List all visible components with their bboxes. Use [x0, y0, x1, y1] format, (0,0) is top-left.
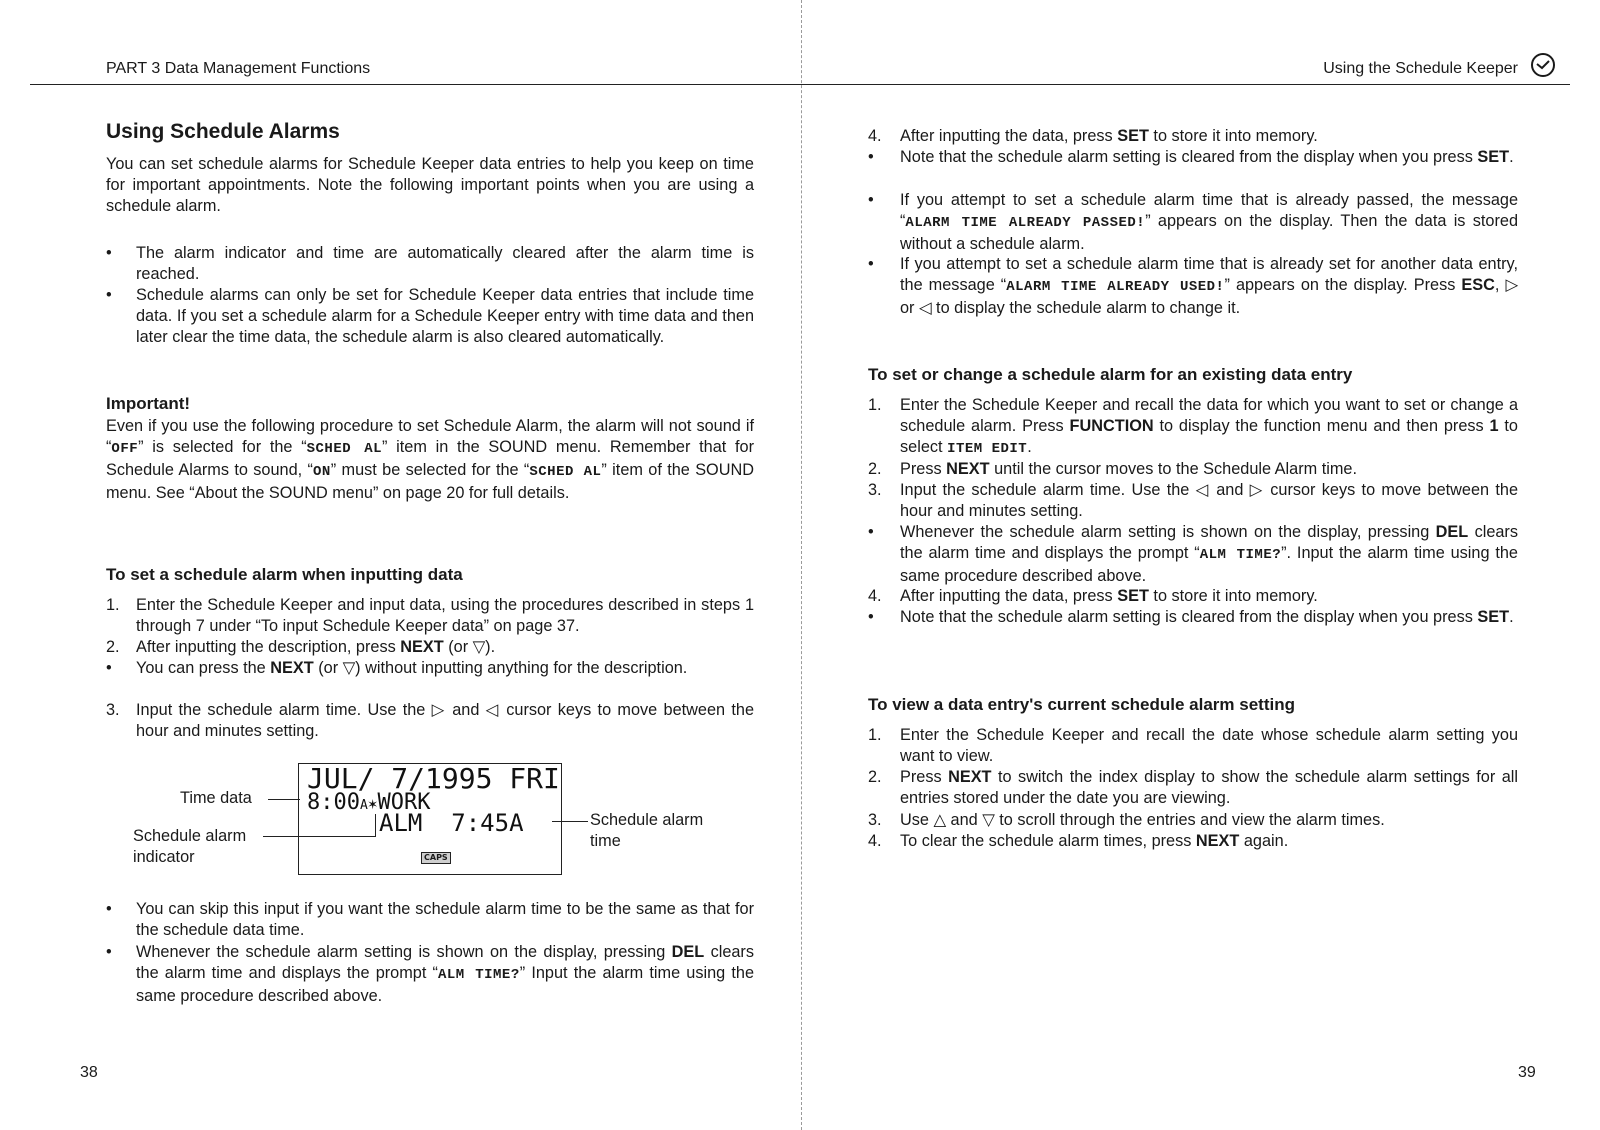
- step-item: [868, 810, 1518, 831]
- lcd-alarm-ampm: A: [509, 809, 524, 837]
- step-item: [868, 190, 1518, 253]
- step-text-part: to display the function menu and then press: [1153, 417, 1490, 435]
- step-item: [106, 658, 754, 700]
- bullet-marker: •: [106, 900, 112, 918]
- step-text-part: Whenever the schedule alarm setting is shown on the display, pressing: [900, 523, 1436, 541]
- sound-value-off: OFF: [111, 441, 139, 457]
- important-text: ” item in the SOUND menu. Remember that for Schedule Alarms to sound, “: [106, 438, 754, 479]
- step-text-part: , ▷ or ◁ to display the schedule alarm to change it.: [900, 276, 1518, 317]
- left-header-rule: [30, 84, 800, 85]
- step-text: [900, 831, 1518, 852]
- lcd-alarm-time: 7:45: [451, 809, 510, 837]
- step-text: [900, 126, 1518, 147]
- step-item: [106, 595, 754, 637]
- step-text-part: until the cursor moves to the Schedule Alarm time.: [989, 460, 1357, 478]
- callout-line: [268, 799, 300, 800]
- step-text: [900, 459, 1518, 480]
- step-number: 3.: [868, 811, 882, 829]
- list-item: [106, 285, 754, 369]
- step-text: [136, 637, 754, 658]
- callout-time-data: Time data: [180, 789, 252, 807]
- step-item: [868, 126, 1518, 147]
- bullet-marker: •: [106, 286, 112, 304]
- key-name: DEL: [1435, 523, 1469, 541]
- step-item: [868, 395, 1518, 458]
- key-name: NEXT: [400, 638, 444, 656]
- step-item: [868, 480, 1518, 522]
- display-message: ALARM TIME ALREADY PASSED!: [905, 215, 1146, 231]
- step-item: [868, 831, 1518, 852]
- step-text-part: Enter the Schedule Keeper and recall the data for which you want to set or change a schedule alarm. Press: [900, 396, 1518, 435]
- bullet-marker: •: [106, 244, 112, 262]
- step-text: Enter the Schedule Keeper and input data, using the procedures described in steps 1 through 7 under “To input Schedule Keeper data” on page 37.: [136, 596, 754, 635]
- step-item: [868, 522, 1518, 585]
- step-text: [900, 586, 1518, 607]
- step-text-part: Note that the schedule alarm setting is cleared from the display when you press: [900, 148, 1478, 166]
- bullet-text: You can skip this input if you want the schedule alarm time to be the same as that for the schedule data time.: [136, 900, 754, 939]
- step-text-part: Press: [900, 460, 947, 478]
- lcd-display: [298, 763, 562, 875]
- step-item: [106, 637, 754, 658]
- step-text-part: If you attempt to set a schedule alarm time that is already passed, the message “: [900, 191, 1518, 230]
- callout-alarm-indicator-cont: indicator: [133, 848, 195, 866]
- step-text-part: (or ▽) without inputting anything for the description.: [313, 659, 688, 677]
- step-text-part: Note that the schedule alarm setting is cleared from the display when you press: [900, 608, 1478, 626]
- callout-alarm-time: Schedule alarm: [590, 811, 704, 829]
- step-text-part: ”. Input the alarm time using the same procedure described above.: [900, 544, 1518, 585]
- right-page: [800, 0, 1600, 1130]
- step-text-part: to store it into memory.: [1148, 127, 1318, 145]
- step-text-part: After inputting the description, press: [136, 638, 401, 656]
- bullet-text: The alarm indicator and time are automatically cleared after the alarm time is reached.: [136, 244, 754, 283]
- key-name: NEXT: [1195, 832, 1240, 850]
- step-text-part: clears the alarm time and displays the prompt “: [900, 523, 1518, 562]
- callout-alarm-time-cont: time: [590, 832, 621, 850]
- step-text-part: To clear the schedule alarm times, press: [900, 832, 1196, 850]
- step-text-part: After inputting the data, press: [900, 127, 1118, 145]
- step-number: 1.: [868, 726, 882, 744]
- bullet-text: Schedule alarms can only be set for Schedule Keeper data entries that include time data. If you set a schedule alarm for a Schedule Keeper entry with time data and then later clear the time data, the schedule alarm is also cleared automatically.: [136, 286, 754, 346]
- lcd-time: 8:00: [307, 790, 360, 815]
- right-running-header: Using the Schedule Keeper: [1323, 60, 1518, 77]
- right-header-rule: [800, 84, 1570, 85]
- bullet-marker: •: [868, 148, 874, 166]
- step-number: 2.: [868, 768, 882, 786]
- step-item: [106, 700, 754, 742]
- step-text: [900, 607, 1518, 628]
- step-text: Input the schedule alarm time. Use the ◁ and ▷ cursor keys to move between the hour and minutes setting.: [900, 481, 1518, 520]
- alarm-indicator-icon: ✶: [367, 794, 378, 813]
- bullet-text-part: ” Input the alarm time using the same procedure described above.: [136, 964, 755, 1005]
- step-text-part: to switch the index display to show the schedule alarm settings for all entries stored under the date you are viewing.: [900, 768, 1518, 807]
- bullet-text-part: clears the alarm time and displays the prompt “: [136, 943, 754, 982]
- key-name: 1: [1489, 417, 1499, 435]
- clock-icon: [1530, 52, 1556, 78]
- important-heading: Important!: [106, 394, 191, 413]
- key-name: SET: [1477, 608, 1510, 626]
- step-text-part: .: [1509, 148, 1514, 166]
- important-text: ” is selected for the “: [138, 438, 307, 456]
- intro-paragraph: You can set schedule alarms for Schedule Keeper data entries to help you keep on time for important appointments. Note the following important points when you are using a schedule alarm.: [106, 155, 754, 215]
- step-item: [868, 254, 1518, 317]
- step-text: [900, 767, 1518, 809]
- callout-line: [552, 821, 588, 822]
- step-text-part: Press: [900, 768, 949, 786]
- step-item: [868, 147, 1518, 189]
- step-text-part: ” appears on the display. Then the data is stored without a schedule alarm.: [900, 212, 1519, 253]
- step-text-part: You can press the: [136, 659, 271, 677]
- bullet-marker: •: [868, 523, 874, 541]
- step-text: [900, 395, 1518, 460]
- step-number: 2.: [868, 460, 882, 478]
- sound-value-on: ON: [312, 464, 331, 480]
- step-number: 2.: [106, 638, 120, 656]
- page-number: 38: [80, 1064, 98, 1081]
- key-name: DEL: [671, 943, 705, 961]
- key-name: ESC: [1461, 276, 1495, 294]
- important-text: ” must be selected for the “: [330, 461, 530, 479]
- step-number: 4.: [868, 127, 882, 145]
- step-item: [868, 586, 1518, 607]
- subsection-heading: To view a data entry's current schedule alarm setting: [868, 695, 1295, 714]
- key-name: SET: [1477, 148, 1510, 166]
- key-name: NEXT: [948, 768, 992, 786]
- step-text: [136, 658, 754, 679]
- section-title: Using Schedule Alarms: [106, 120, 340, 143]
- step-text: Use △ and ▽ to scroll through the entries and view the alarm times.: [900, 811, 1385, 829]
- bullet-text: [136, 942, 754, 1007]
- step-text-part: .: [1509, 608, 1514, 626]
- important-text: Even if you use the following procedure to set Schedule Alarm, the alarm will not sound if “: [106, 417, 754, 456]
- display-message: ALM TIME?: [1199, 547, 1282, 563]
- step-text-part: to store it into memory.: [1148, 587, 1318, 605]
- display-message: ALARM TIME ALREADY USED!: [1006, 279, 1225, 295]
- bullet-marker: •: [106, 659, 112, 677]
- step-item: [868, 767, 1518, 809]
- lcd-alarm-line: [379, 809, 524, 837]
- callout-alarm-indicator: Schedule alarm: [133, 827, 247, 845]
- list-item: [106, 899, 754, 941]
- bullet-marker: •: [868, 608, 874, 626]
- step-text-part: ” appears on the display. Press: [1224, 276, 1462, 294]
- lcd-alarm-bracket: [375, 814, 376, 836]
- step-text: [900, 254, 1518, 319]
- step-item: [868, 459, 1518, 480]
- step-number: 3.: [868, 481, 882, 499]
- step-text-part: After inputting the data, press: [900, 587, 1118, 605]
- page-number: 39: [1518, 1064, 1536, 1081]
- bullet-text-part: Whenever the schedule alarm setting is shown on the display, pressing: [136, 943, 672, 961]
- key-name: SET: [1117, 587, 1149, 605]
- key-name: FUNCTION: [1069, 417, 1154, 435]
- key-name: SET: [1117, 127, 1149, 145]
- list-item: [106, 942, 754, 1005]
- step-text-part: If you attempt to set a schedule alarm time that is already set for another data entry, the message “: [900, 255, 1518, 294]
- step-text: Input the schedule alarm time. Use the ▷ and ◁ cursor keys to move between the hour and minutes setting.: [136, 701, 754, 740]
- step-item: [868, 607, 1518, 649]
- subsection-heading: To set or change a schedule alarm for an existing data entry: [868, 365, 1353, 384]
- sound-item-name: SCHED AL: [306, 441, 383, 457]
- step-number: 4.: [868, 832, 882, 850]
- lcd-description: WORK: [377, 790, 431, 815]
- important-text: ” item of the SOUND menu. See “About the SOUND menu” on page 20 for full details.: [106, 461, 754, 502]
- callout-line: [263, 836, 376, 837]
- step-text: [900, 522, 1518, 587]
- bullet-marker: •: [868, 255, 874, 273]
- lcd-ampm: A: [359, 798, 368, 813]
- menu-option: ITEM EDIT: [947, 441, 1028, 457]
- list-item: [106, 243, 754, 285]
- step-text-part: again.: [1239, 832, 1289, 850]
- caps-indicator: CAPS: [421, 852, 451, 864]
- important-paragraph: [106, 416, 754, 504]
- lcd-alarm-label: ALM: [379, 809, 423, 837]
- step-number: 1.: [868, 396, 882, 414]
- display-message: ALM TIME?: [437, 967, 520, 983]
- step-text-part: (or ▽).: [443, 638, 496, 656]
- step-number: 3.: [106, 701, 120, 719]
- step-number: 4.: [868, 587, 882, 605]
- step-number: 1.: [106, 596, 120, 614]
- key-name: NEXT: [270, 659, 314, 677]
- subsection-heading: To set a schedule alarm when inputting data: [106, 565, 463, 584]
- lcd-date-line: JUL/ 7/1995 FRI: [307, 762, 560, 795]
- bullet-marker: •: [868, 191, 874, 209]
- step-text-part: .: [1027, 438, 1032, 456]
- step-text: [900, 147, 1518, 168]
- step-item: [868, 725, 1518, 767]
- sound-item-name: SCHED AL: [529, 464, 602, 480]
- key-name: NEXT: [946, 460, 990, 478]
- step-text-part: to select: [900, 417, 1518, 456]
- bullet-marker: •: [106, 943, 112, 961]
- step-text: Enter the Schedule Keeper and recall the date whose schedule alarm setting you want to view.: [900, 726, 1518, 765]
- step-text: [900, 190, 1518, 255]
- left-running-header: PART 3 Data Management Functions: [106, 60, 371, 77]
